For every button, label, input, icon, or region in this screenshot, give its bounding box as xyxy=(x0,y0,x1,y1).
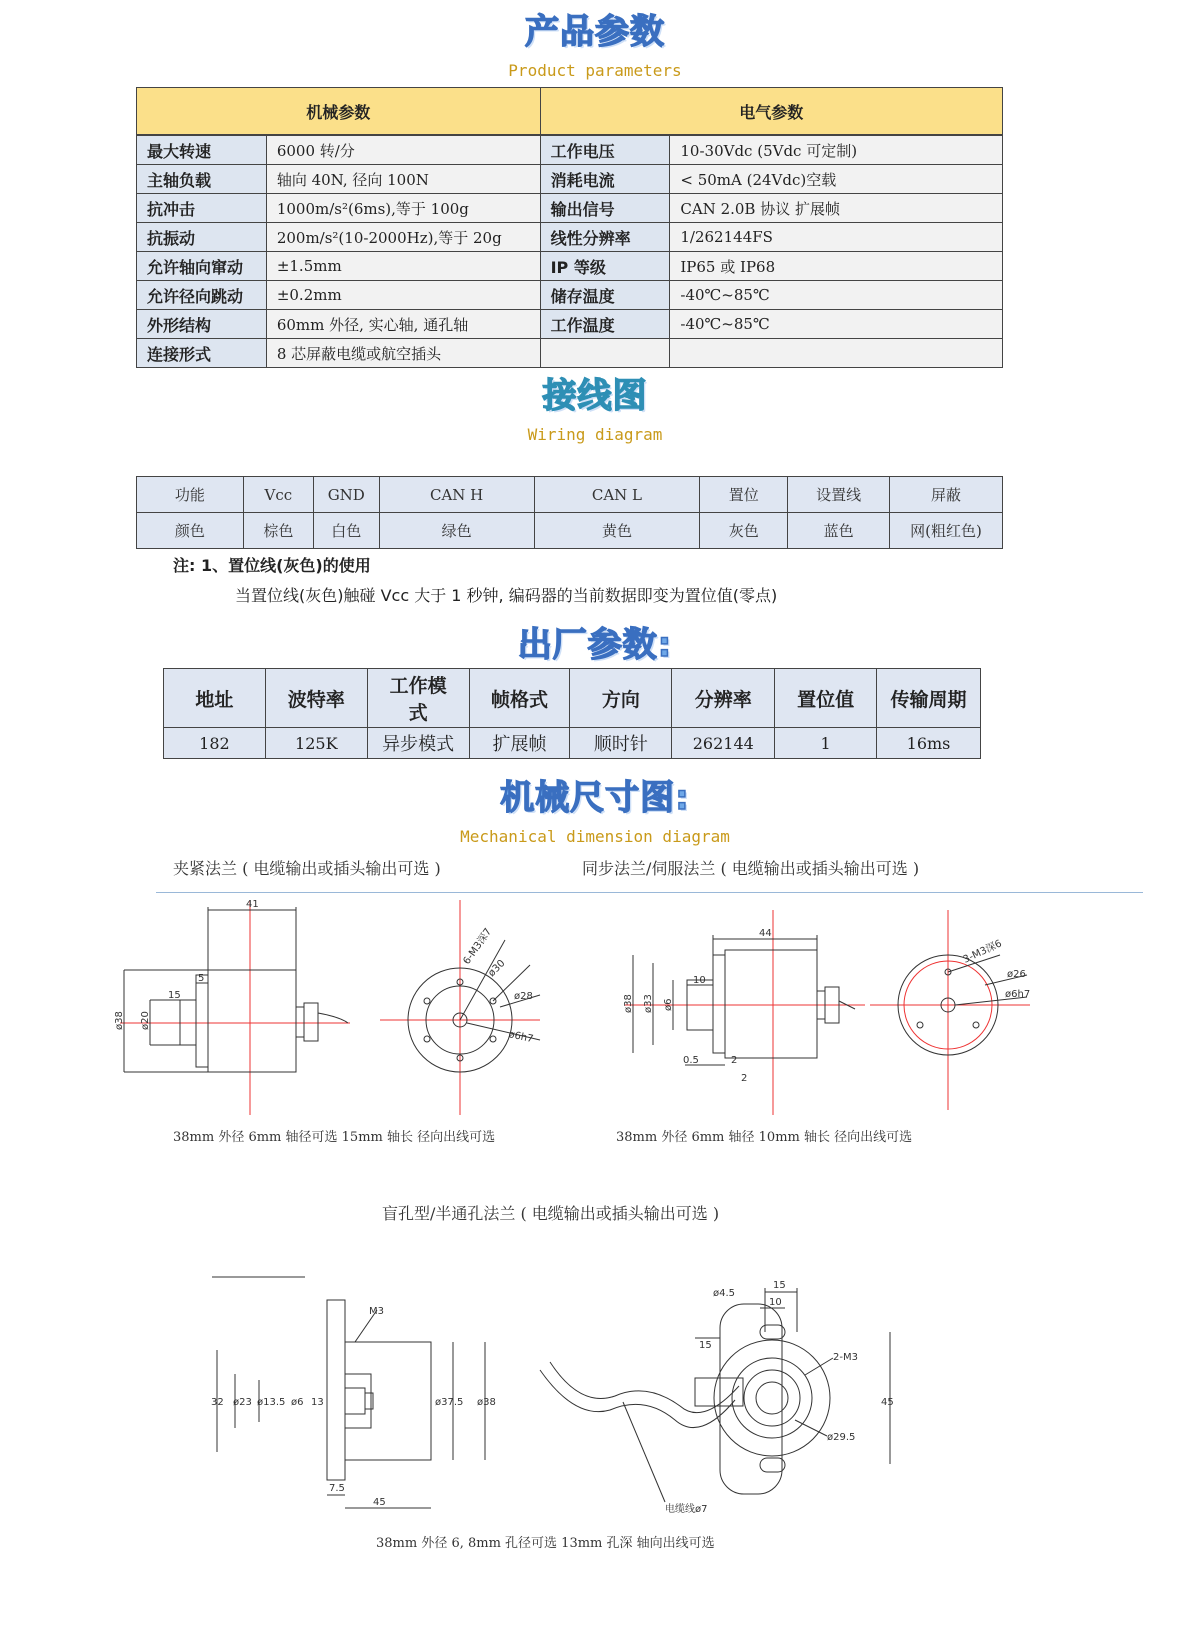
wiring-table xyxy=(136,476,1003,549)
dim-s6: ø6 xyxy=(663,998,674,1011)
dim-d30: ø30 xyxy=(486,958,508,980)
factory-header: 工作模式 xyxy=(367,669,469,728)
param-value: CAN 2.0B 协议 扩展帧 xyxy=(670,194,1003,223)
param-label: 抗振动 xyxy=(137,223,267,252)
dim-d28: ø28 xyxy=(514,991,533,1002)
wiring-color: 蓝色 xyxy=(788,513,890,549)
param-value: ±1.5mm xyxy=(266,252,540,281)
note-title: 注: 1、置位线(灰色)的使用 xyxy=(173,556,371,575)
table-row xyxy=(137,165,1003,194)
wiring-function: 屏蔽 xyxy=(890,477,1003,513)
factory-header: 地址 xyxy=(164,669,266,728)
factory-header: 分辨率 xyxy=(672,669,775,728)
dim-b23: ø23 xyxy=(233,1397,252,1408)
dim-05: 0.5 xyxy=(683,1055,699,1066)
param-label: 工作电压 xyxy=(540,135,670,165)
blind-hole-rear-drawing xyxy=(535,1270,910,1525)
param-label: 输出信号 xyxy=(540,194,670,223)
clamp-flange-caption: 38mm 外径 6mm 轴径可选 15mm 轴长 径向出线可选 xyxy=(173,1130,496,1145)
dim-d6h7: ø6h7 xyxy=(507,1029,535,1046)
dim-10: 10 xyxy=(693,975,706,986)
factory-table xyxy=(163,668,981,759)
param-value: 10-30Vdc (5Vdc 可定制) xyxy=(670,135,1003,165)
clamp-flange-title: 夹紧法兰 ( 电缆输出或插头输出可选 ) xyxy=(173,859,441,878)
dim-b375: ø37.5 xyxy=(435,1397,464,1408)
dim-s6h7: ø6h7 xyxy=(1005,989,1031,1000)
dim-2b: 2 xyxy=(741,1073,748,1084)
factory-heading-cn: 出厂参数: xyxy=(517,625,673,665)
sync-flange-drawing xyxy=(615,905,1045,1120)
factory-value: 顺时针 xyxy=(570,728,672,759)
param-value: 200m/s²(10-2000Hz),等于 20g xyxy=(266,223,540,252)
dim-b32: 32 xyxy=(211,1397,224,1408)
factory-header: 帧格式 xyxy=(469,669,570,728)
table-row xyxy=(137,194,1003,223)
param-value: 轴向 40N, 径向 100N xyxy=(266,165,540,194)
param-value: 6000 转/分 xyxy=(266,135,540,165)
dim-b38: ø38 xyxy=(477,1397,496,1408)
blind-hole-title: 盲孔型/半通孔法兰 ( 电缆输出或插头输出可选 ) xyxy=(382,1204,720,1223)
sync-flange-title: 同步法兰/伺服法兰 ( 电缆输出或插头输出可选 ) xyxy=(582,859,920,878)
param-label: 抗冲击 xyxy=(137,194,267,223)
dim-s38: ø38 xyxy=(623,994,634,1013)
param-value: 8 芯屏蔽电缆或航空插头 xyxy=(266,339,540,368)
dim-cable: 电缆线ø7 xyxy=(665,1504,708,1515)
factory-value: 262144 xyxy=(672,728,775,759)
param-label: IP 等级 xyxy=(540,252,670,281)
factory-value: 异步模式 xyxy=(367,728,469,759)
product-heading-cn: 产品参数 xyxy=(525,12,665,52)
param-label: 允许轴向窜动 xyxy=(137,252,267,281)
factory-value: 182 xyxy=(164,728,266,759)
mech-heading-cn: 机械尺寸图: xyxy=(500,778,690,818)
wiring-function: GND xyxy=(313,477,379,513)
dim-s33: ø33 xyxy=(643,994,654,1013)
dim-r15b: 15 xyxy=(699,1340,712,1351)
param-label: 最大转速 xyxy=(137,135,267,165)
param-value: IP65 或 IP68 xyxy=(670,252,1003,281)
param-label: 允许径向跳动 xyxy=(137,281,267,310)
table-row xyxy=(137,223,1003,252)
table-row xyxy=(164,669,981,728)
dim-r45d: ø4.5 xyxy=(713,1288,736,1299)
dim-2a: 2 xyxy=(731,1055,738,1066)
table-row xyxy=(164,728,981,759)
factory-header: 传输周期 xyxy=(877,669,981,728)
dim-b75: 7.5 xyxy=(329,1483,345,1494)
table-row xyxy=(137,135,1003,165)
param-value: -40℃~85℃ xyxy=(670,310,1003,339)
wiring-color: 颜色 xyxy=(137,513,244,549)
param-label: 主轴负载 xyxy=(137,165,267,194)
table-row xyxy=(137,339,1003,368)
param-value: 1000m/s²(6ms),等于 100g xyxy=(266,194,540,223)
factory-value: 125K xyxy=(265,728,367,759)
blind-hole-caption: 38mm 外径 6, 8mm 孔径可选 13mm 孔深 轴向出线可选 xyxy=(376,1536,715,1551)
param-empty xyxy=(540,339,670,368)
dim-3m3: 3-M3深6 xyxy=(961,938,1004,966)
clamp-flange-drawing xyxy=(110,895,580,1120)
param-label: 工作温度 xyxy=(540,310,670,339)
wiring-function: 功能 xyxy=(137,477,244,513)
dim-b135: ø13.5 xyxy=(257,1397,286,1408)
wiring-color: 绿色 xyxy=(379,513,534,549)
product-heading-en: Product parameters xyxy=(508,61,682,80)
divider xyxy=(156,892,1143,893)
param-value: ±0.2mm xyxy=(266,281,540,310)
note-body: 当置位线(灰色)触碰 Vcc 大于 1 秒钟, 编码器的当前数据即变为置位值(零点) xyxy=(235,586,778,605)
param-label: 连接形式 xyxy=(137,339,267,368)
dim-44: 44 xyxy=(759,928,772,939)
factory-header: 置位值 xyxy=(775,669,877,728)
dim-s26: ø26 xyxy=(1007,969,1026,980)
dim-5: 5 xyxy=(198,973,205,984)
mech-heading-en: Mechanical dimension diagram xyxy=(460,827,730,846)
factory-value: 16ms xyxy=(877,728,981,759)
wiring-color: 棕色 xyxy=(243,513,313,549)
param-value: < 50mA (24Vdc)空载 xyxy=(670,165,1003,194)
blind-hole-side-drawing xyxy=(205,1270,505,1515)
wiring-function: Vcc xyxy=(243,477,313,513)
dim-b6: ø6 xyxy=(291,1397,304,1408)
factory-value: 1 xyxy=(775,728,877,759)
dim-bm3: M3 xyxy=(369,1306,384,1317)
wiring-function: 置位 xyxy=(700,477,788,513)
sync-flange-caption: 38mm 外径 6mm 轴径 10mm 轴长 径向出线可选 xyxy=(616,1130,913,1145)
dim-41: 41 xyxy=(246,899,259,910)
product-params-table xyxy=(136,87,1003,368)
param-label: 消耗电流 xyxy=(540,165,670,194)
factory-header: 波特率 xyxy=(265,669,367,728)
table-row xyxy=(137,513,1003,549)
param-empty xyxy=(670,339,1003,368)
wiring-heading-cn: 接线图 xyxy=(542,376,648,416)
mech-params-header: 机械参数 xyxy=(137,88,541,136)
dim-6m3: 6-M3深7 xyxy=(461,926,495,967)
wiring-function: CAN L xyxy=(534,477,700,513)
wiring-heading-en: Wiring diagram xyxy=(527,425,663,444)
dim-r45: 45 xyxy=(881,1397,894,1408)
dim-r2m3: 2-M3 xyxy=(833,1352,858,1363)
dim-d38: ø38 xyxy=(114,1011,125,1030)
dim-15: 15 xyxy=(168,990,181,1001)
dim-d20: ø20 xyxy=(140,1011,151,1030)
wiring-color: 黄色 xyxy=(534,513,700,549)
wiring-color: 网(粗红色) xyxy=(890,513,1003,549)
param-label: 储存温度 xyxy=(540,281,670,310)
factory-value: 扩展帧 xyxy=(469,728,570,759)
factory-header: 方向 xyxy=(570,669,672,728)
param-value: -40℃~85℃ xyxy=(670,281,1003,310)
param-label: 线性分辨率 xyxy=(540,223,670,252)
table-row xyxy=(137,252,1003,281)
dim-r10: 10 xyxy=(769,1297,782,1308)
wiring-function: CAN H xyxy=(379,477,534,513)
param-value: 1/262144FS xyxy=(670,223,1003,252)
dim-b45: 45 xyxy=(373,1497,386,1508)
dim-r15: 15 xyxy=(773,1280,786,1291)
wiring-function: 设置线 xyxy=(788,477,890,513)
wiring-color: 灰色 xyxy=(700,513,788,549)
dim-b13: 13 xyxy=(311,1397,324,1408)
dim-r295: ø29.5 xyxy=(827,1432,856,1443)
table-row xyxy=(137,281,1003,310)
param-value: 60mm 外径, 实心轴, 通孔轴 xyxy=(266,310,540,339)
elec-params-header: 电气参数 xyxy=(540,88,1002,136)
table-row xyxy=(137,477,1003,513)
param-label: 外形结构 xyxy=(137,310,267,339)
table-row xyxy=(137,310,1003,339)
wiring-color: 白色 xyxy=(313,513,379,549)
